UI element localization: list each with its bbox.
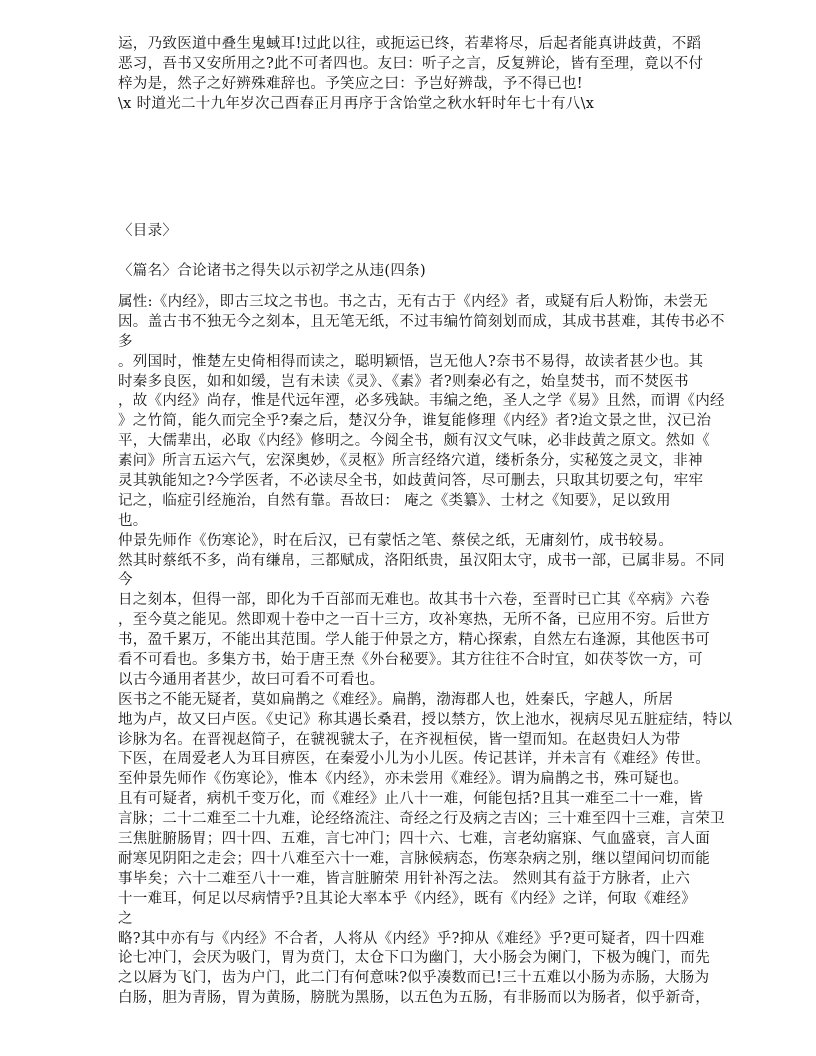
body-line: 略?其中亦有与《内经》不合者，人将从《内经》乎?抑从《难经》乎?更可疑者，四十四难	[118, 930, 705, 947]
toc-label: 〈目录〉	[118, 223, 178, 239]
body-line: 灵其孰能知之?今学医者，不必读尽全书，如歧黄问答，尽可删去，只取其切要之句，牢牢	[118, 473, 704, 490]
body-line: 且有可疑者，病机千变万化，而《难经》止八十一难，何能包括?且其一难至二十一难，皆	[118, 791, 704, 808]
body-line: 》之竹简，能久而完全乎?秦之后，楚汉分争，谁复能修理《内经》者?迨文景之世，汉已治	[118, 413, 712, 430]
body-line: 也。	[118, 512, 148, 529]
toc-section	[118, 222, 718, 242]
body-line: 仲景先师作《伤寒论》，时在后汉，已有蒙恬之笔、蔡侯之纸，无庸刻竹，成书较易。	[118, 532, 674, 549]
preface-line: 运，乃致医道中叠生鬼蜮耳!过此以往，或扼运已终，若辈将尽，后起者能真讲歧黄，不蹈	[118, 36, 702, 52]
body-line: ，故《内经》尚存，惟是代远年湮，必多残缺。韦编之绝，圣人之学《易》且然，而谓《内经	[118, 393, 725, 410]
body-line: 至仲景先师作《伤寒论》，惟本《内经》，亦未尝用《难经》。谓为扁鹊之书，殊可疑也。	[118, 771, 689, 788]
body-line: 地为卢，故又曰卢医。《史记》称其遇长桑君，授以禁方，饮上池水，视病尽见五脏症结，特以	[118, 711, 733, 728]
body-line: 然其时蔡纸不多，尚有缣帛，三都赋成，洛阳纸贵，虽汉阳太守，成书一部，已属非易。不同	[118, 552, 725, 569]
body-line: 时秦多良医，如和如缓，岂有未读《灵》、《素》者?则秦必有之，始皇焚书，而不焚医书	[118, 373, 689, 390]
body-line: 耐寒见阴阳之走会；四十八难至六十一难，言脉候病态，伤寒杂病之别，继以望闻问切而能	[118, 850, 710, 867]
body-line: 之	[118, 910, 133, 927]
preface-line: \x 时道光二十九年岁次己酉春正月再序于含饴堂之秋水轩时年七十有八\x	[118, 95, 595, 112]
body-line: 之以唇为飞门，齿为户门，此二门有何意味?似乎凑数而已!三十五难以小肠为赤肠，大肠为	[118, 970, 710, 987]
preface-line: 恶习，吾书又安所用之?此不可者四也。友曰：听子之言，反复辨论，皆有至理，竟以不付	[118, 55, 704, 72]
body-line: 日之刻本，但得一部，即化为千百部而无难也。故其书十六卷，至晋时已亡其《卒病》六卷	[118, 592, 710, 609]
body-line: 看不可看也。多集方书，始于唐王焘《外台秘要》。其方往往不合时宜，如茯苓饮一方，可	[118, 652, 703, 669]
body-line: 。列国时，惟楚左史倚相得而读之，聪明颖悟，岂无他人?奈书不易得，故读者甚少也。其	[118, 353, 704, 370]
body-line: 白肠，胆为青肠，胃为黄肠，膀胱为黑肠，以五色为五肠，有非肠而以为肠者，似乎新奇，	[118, 990, 710, 1007]
body-line: 因。盖古书不独无今之刻本，且无笔无纸，不过韦编竹简刻划而成，其成书甚难，其传书必不	[118, 313, 725, 330]
body-line: 记之，临症引经施治，自然有靠。吾故曰： 庵之《类纂》、士材之《知要》，足以致用	[118, 492, 671, 509]
chapter-title: 〈篇名〉合论诸书之得失以示初学之从违(四条)	[118, 263, 426, 279]
body-line: 平，大儒辈出，必取《内经》修明之。今阅全书，颇有汉文气味，必非歧黄之原文。然如《	[118, 433, 710, 450]
body-line: 十一难耳，何足以尽病情乎?且其论大率本乎《内经》，既有《内经》之详，何取《难经》	[118, 890, 697, 907]
body-line: 以古今通用者甚少，故曰可看不可看也。	[118, 671, 385, 688]
body-line: 医书之不能无疑者，莫如扁鹊之《难经》。扁鹊，渤海郡人也，姓秦氏，字越人，所居	[118, 691, 674, 708]
body-line: ，至今莫之能见。然即观十卷中之一百十三方，攻补寒热，无所不备，已应用不穷。后世方	[118, 612, 710, 629]
preface-section	[118, 35, 718, 115]
body-text	[118, 293, 733, 1009]
body-line: 事毕矣；六十二难至八十一难，皆言脏腑荣 用针补泻之法。 然则其有益于方脉者，止六	[118, 870, 691, 887]
body-line: 论七冲门，会厌为吸门，胃为贲门，太仓下口为幽门，大小肠会为阑门，下极为魄门，而先	[118, 950, 710, 967]
body-line: 书，盈千累万，不能出其范围。学人能于仲景之方，精心探索，自然左右逢源，其他医书可	[118, 632, 710, 649]
body-line: 下医，在周爱老人为耳目痹医，在秦爱小儿为小儿医。传记甚详，并未言有《难经》传世。	[118, 751, 710, 768]
body-line: 言脉；二十二难至二十九难，论经络流注、奇经之行及病之吉凶；三十难至四十三难，言荣卫	[118, 811, 725, 828]
body-line: 今	[118, 572, 133, 589]
chapter-section	[118, 262, 718, 282]
preface-line: 梓为是，然子之好辨殊难辞也。予笑应之曰：予岂好辨哉，予不得已也!	[118, 75, 583, 92]
body-line: 诊脉为名。在晋视赵简子，在虢视虢太子，在齐视桓侯，皆一望而知。在赵贵妇人为带	[118, 731, 681, 748]
body-line: 多	[118, 333, 133, 350]
body-line: 素问》所言五运六气，宏深奥妙，《灵枢》所言经络穴道，缕析条分，实秘笈之灵文，非神	[118, 453, 703, 470]
body-line: 属性:《内经》，即古三坟之书也。书之古，无有古于《内经》者，或疑有后人粉饰，未尝无	[118, 294, 708, 310]
body-line: 三焦脏腑肠胃；四十四、五难，言七冲门；四十六、七难，言老幼寤寐、气血盛衰，言人面	[118, 831, 710, 848]
